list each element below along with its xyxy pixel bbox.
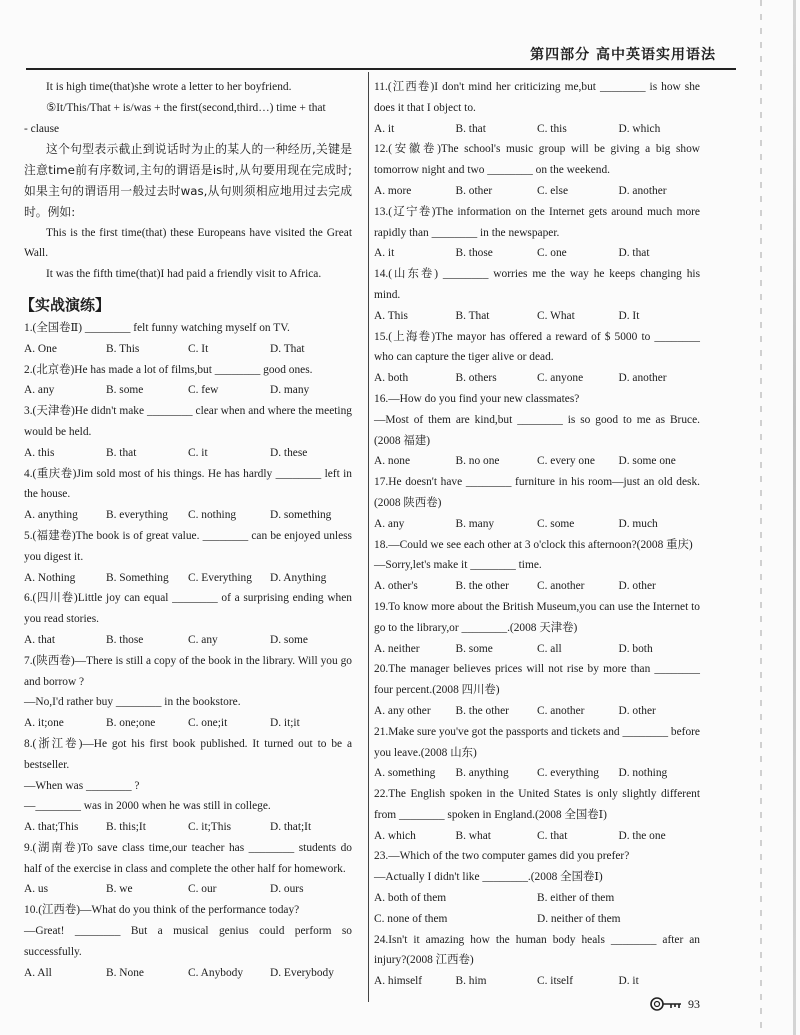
- answer-option: C. this: [537, 122, 567, 135]
- answer-option: C. another: [537, 580, 585, 593]
- answer-option: B. everything: [106, 509, 169, 522]
- question-item: [24, 734, 352, 838]
- option-row: [24, 713, 352, 734]
- question-item: [374, 597, 700, 659]
- question-stem: 8.(浙江卷)—He got his first book published. It turned out to be a bestseller.: [24, 737, 352, 771]
- question-item: [374, 139, 700, 201]
- answer-option: D. another: [618, 372, 667, 385]
- question-dialogue-line: —Great! ________ But a musical genius could perform so successfully.: [24, 925, 352, 958]
- option-row: [24, 380, 352, 401]
- question-item: [374, 327, 700, 389]
- answer-option: D. that;It: [270, 821, 312, 834]
- question-dialogue-line: —No,I'd rather buy ________ in the bookstore.: [24, 696, 241, 709]
- page-header: [26, 40, 736, 70]
- option-row: [24, 443, 352, 464]
- option-row: [374, 826, 700, 847]
- intro-line: ⑤It/This/That + is/was + the first(second,third…) time + that: [46, 101, 326, 114]
- question-item: [24, 651, 352, 734]
- answer-option: D. That: [270, 342, 305, 355]
- answer-option: B. anything: [455, 767, 509, 780]
- answer-option: A. both: [374, 372, 409, 385]
- answer-option: B. those: [455, 247, 493, 260]
- intro-line: It is high time(that)she wrote a letter to her boyfriend.: [46, 81, 292, 93]
- answer-option: C. else: [537, 184, 569, 197]
- answer-option: C. few: [188, 384, 219, 397]
- answer-option: C. every one: [537, 455, 595, 468]
- question-stem: 5.(福建卷)The book is of great value. ________ can be enjoyed unless you digest it.: [24, 529, 352, 563]
- answer-option: B. those: [106, 633, 144, 646]
- option-row: [24, 879, 352, 900]
- question-stem: 11.(江西卷)I don't mind her criticizing me,but ________ is how she does it that I object to.: [374, 81, 700, 114]
- answer-option: D. other: [618, 704, 656, 717]
- answer-option: D. Anything: [270, 571, 327, 584]
- right-column: [374, 77, 700, 992]
- answer-option: D. it: [618, 975, 639, 988]
- page-footer: [650, 996, 700, 1012]
- answer-option: A. any other: [374, 704, 431, 717]
- question-item: [24, 464, 352, 526]
- answer-option: A. other's: [374, 580, 418, 593]
- answer-option: A. it: [374, 247, 395, 260]
- answer-option: B. him: [455, 975, 487, 988]
- question-stem: 17.He doesn't have ________ furniture in his room—just an old desk.(2008 陕西卷): [374, 476, 700, 509]
- answer-option: D. many: [270, 384, 310, 397]
- answer-option: A. us: [24, 883, 49, 896]
- answer-option: A. none: [374, 455, 411, 468]
- answer-option: D. other: [618, 580, 656, 593]
- question-item: [24, 588, 352, 650]
- question-item: [24, 838, 352, 900]
- answer-option: B. that: [106, 446, 137, 459]
- answer-option: B. this;It: [106, 821, 146, 834]
- answer-option: B. This: [106, 342, 140, 355]
- question-item: [374, 784, 700, 846]
- option-row: [374, 701, 700, 722]
- answer-option: D. which: [618, 122, 661, 135]
- option-row: [374, 639, 700, 660]
- answer-option: D. another: [618, 184, 667, 197]
- option-row: [24, 339, 352, 360]
- intro-explanation: 这个句型表示截止到说话时为止的某人的一种经历,关键是注意time前有序数词,主句的谓语是is时,从句要用现在完成时;如果主句的谓语用一般过去时was,从句则须相应地用过去完成时。例如:: [24, 142, 352, 219]
- scan-edge-mark: [760, 0, 762, 1035]
- question-stem: 4.(重庆卷)Jim sold most of his things. He has hardly ________ left in the house.: [24, 467, 352, 501]
- question-item: [374, 202, 700, 264]
- question-stem: 14.(山东卷) ________ worries me the way he keeps changing his mind.: [374, 268, 700, 301]
- answer-option: D. some one: [618, 455, 676, 468]
- answer-option: C. Everything: [188, 571, 252, 584]
- question-dialogue-line: —________ was in 2000 when he was still in college.: [24, 800, 271, 813]
- question-dialogue-line: —Most of them are kind,but ________ is so good to me as Bruce.(2008 福建): [374, 413, 700, 447]
- answer-option: B. we: [106, 883, 133, 896]
- answer-option: C. itself: [537, 975, 574, 988]
- answer-option: C. none of them: [374, 912, 448, 925]
- question-stem: 23.—Which of the two computer games did you prefer?: [374, 850, 630, 863]
- question-item: [374, 930, 700, 992]
- question-stem: 12.(安徽卷)The school's music group will be giving a big show tomorrow night and two ________ on the weekend.: [374, 143, 700, 177]
- answer-option: A. both of them: [374, 892, 447, 905]
- section-title: 【实战演练】: [20, 295, 111, 314]
- option-row: [374, 306, 700, 327]
- question-stem: 10.(江西卷)—What do you think of the performance today?: [24, 904, 300, 917]
- question-stem: 21.Make sure you've got the passports and tickets and ________ before you leave.(2008 山东): [374, 725, 700, 759]
- answer-option: B. the other: [455, 704, 509, 717]
- question-item: [24, 401, 352, 463]
- question-stem: 15.(上海卷)The mayor has offered a reward of $ 5000 to ________ who can capture the tiger alive or dead.: [374, 330, 700, 364]
- answer-option: B. the other: [455, 580, 509, 593]
- question-item: [374, 722, 700, 784]
- answer-option: D. that: [618, 247, 650, 260]
- answer-option: D. these: [270, 446, 308, 459]
- answer-option: B. one;one: [106, 717, 156, 730]
- key-logo-icon: [650, 996, 684, 1012]
- answer-option: D. Everybody: [270, 966, 334, 979]
- question-dialogue-line: —Sorry,let's make it ________ time.: [374, 559, 542, 572]
- answer-option: B. some: [106, 384, 144, 397]
- answer-option: A. it;one: [24, 717, 64, 730]
- answer-option: D. neither of them: [537, 912, 621, 925]
- answer-option: D. some: [270, 633, 308, 646]
- answer-option: C. It: [188, 342, 209, 355]
- intro-example: This is the first time(that) these Europeans have visited the Great Wall.: [24, 226, 352, 260]
- left-column: [20, 77, 352, 983]
- question-item: [24, 526, 352, 588]
- question-item: [374, 389, 700, 472]
- option-row: [24, 568, 352, 589]
- answer-option: C. everything: [537, 767, 600, 780]
- answer-option: B. that: [455, 122, 486, 135]
- question-stem: 24.Isn't it amazing how the human body heals ________ after an injury?(2008 江西卷): [374, 933, 700, 967]
- question-item: [24, 900, 352, 983]
- answer-option: A. this: [24, 446, 55, 459]
- answer-option: A. it: [374, 122, 395, 135]
- answer-option: B. what: [455, 829, 491, 842]
- option-row: [374, 763, 700, 784]
- answer-option: B. That: [455, 309, 490, 322]
- answer-option: C. anyone: [537, 372, 584, 385]
- answer-option: A. any: [374, 517, 405, 530]
- answer-option: C. our: [188, 883, 217, 896]
- intro-example: It was the fifth time(that)I had paid a friendly visit to Africa.: [46, 268, 322, 281]
- answer-option: D. It: [618, 309, 640, 322]
- question-dialogue-line: —When was ________ ?: [24, 779, 140, 792]
- answer-option: D. something: [270, 509, 332, 522]
- question-stem: 2.(北京卷)He has made a lot of films,but ________ good ones.: [24, 363, 313, 376]
- answer-option: C. another: [537, 704, 585, 717]
- intro-line: - clause: [24, 122, 60, 135]
- option-row: [374, 451, 700, 472]
- answer-option: C. that: [537, 829, 568, 842]
- option-row: [374, 514, 700, 535]
- answer-option: D. much: [618, 517, 658, 530]
- answer-option: D. both: [618, 642, 653, 655]
- answer-option: B. None: [106, 966, 144, 979]
- answer-option: B. many: [455, 517, 495, 530]
- question-stem: 7.(陕西卷)—There is still a copy of the book in the library. Will you go and borrow ?: [24, 654, 352, 688]
- answer-option: C. Anybody: [188, 966, 244, 979]
- question-item: [374, 77, 700, 139]
- answer-option: C. one: [537, 247, 567, 260]
- answer-option: B. others: [455, 372, 497, 385]
- option-row: [24, 963, 352, 984]
- answer-option: A. himself: [374, 975, 423, 988]
- scan-edge-shadow: [793, 0, 796, 1035]
- question-item: [374, 659, 700, 721]
- answer-option: C. nothing: [188, 509, 237, 522]
- answer-option: D. nothing: [618, 767, 668, 780]
- answer-option: A. that: [24, 633, 56, 646]
- answer-option: A. that;This: [24, 821, 79, 834]
- question-stem: 6.(四川卷)Little joy can equal ________ of a surprising ending when you read stories.: [24, 592, 352, 626]
- question-item: [24, 360, 352, 402]
- answer-option: D. the one: [618, 829, 666, 842]
- question-stem: 13.(辽宁卷)The information on the Internet gets around much more rapidly than ________ in the newspaper.: [374, 205, 700, 239]
- question-dialogue-line: —Actually I didn't like ________.(2008 全国卷Ⅰ): [374, 871, 603, 884]
- answer-option: B. Something: [106, 571, 169, 584]
- answer-option: A. Nothing: [24, 571, 76, 584]
- question-item: [374, 535, 700, 597]
- question-item: [374, 264, 700, 326]
- answer-option: C. any: [188, 633, 218, 646]
- answer-option: D. ours: [270, 883, 304, 896]
- answer-option: A. This: [374, 309, 408, 322]
- question-stem: 16.—How do you find your new classmates?: [374, 392, 580, 405]
- answer-option: C. some: [537, 517, 575, 530]
- option-row: [374, 368, 700, 389]
- question-stem: 3.(天津卷)He didn't make ________ clear when and where the meeting would be held.: [24, 405, 352, 438]
- question-stem: 19.To know more about the British Museum,you can use the Internet to go to the library,or ________.(2008 天津卷): [374, 600, 700, 634]
- option-row: [374, 888, 700, 930]
- answer-option: A. One: [24, 342, 57, 355]
- page-number: 93: [688, 996, 700, 1011]
- answer-option: C. it: [188, 446, 208, 459]
- option-row: [374, 971, 700, 992]
- question-item: [374, 472, 700, 534]
- answer-option: A. which: [374, 829, 416, 842]
- answer-option: A. something: [374, 767, 436, 780]
- question-item: [374, 846, 700, 929]
- answer-option: C. What: [537, 309, 575, 322]
- answer-option: A. neither: [374, 642, 420, 655]
- question-list-right: [374, 77, 700, 992]
- answer-option: B. no one: [455, 455, 500, 468]
- answer-option: D. it;it: [270, 717, 300, 730]
- answer-option: A. anything: [24, 509, 78, 522]
- answer-option: B. either of them: [537, 892, 615, 905]
- question-stem: 9.(湖南卷)To save class time,our teacher has ________ students do half of the exercise in class and complete the other half for homework.: [24, 841, 352, 875]
- answer-option: A. any: [24, 384, 55, 397]
- question-list-left: [24, 318, 352, 984]
- question-stem: 22.The English spoken in the United States is only slightly different from ________ spoken in England.(2008 全国卷Ⅰ): [374, 788, 700, 821]
- answer-option: B. other: [455, 184, 493, 197]
- option-row: [374, 243, 700, 264]
- answer-option: A. more: [374, 184, 412, 197]
- question-stem: 1.(全国卷Ⅱ) ________ felt funny watching myself on TV.: [24, 321, 290, 334]
- answer-option: A. All: [24, 966, 52, 979]
- column-divider: [368, 72, 369, 1002]
- question-item: [24, 318, 352, 360]
- header-title: 第四部分 高中英语实用语法: [530, 47, 716, 63]
- option-row: [374, 181, 700, 202]
- answer-option: C. it;This: [188, 821, 232, 834]
- answer-option: B. some: [455, 642, 493, 655]
- answer-option: C. all: [537, 642, 562, 655]
- question-stem: 18.—Could we see each other at 3 o'clock this afternoon?(2008 重庆): [374, 538, 693, 551]
- option-row: [24, 630, 352, 651]
- option-row: [24, 817, 352, 838]
- answer-option: C. one;it: [188, 717, 228, 730]
- option-row: [374, 576, 700, 597]
- option-row: [24, 505, 352, 526]
- option-row: [374, 119, 700, 140]
- question-stem: 20.The manager believes prices will not rise by more than ________ four percent.(2008 四川卷): [374, 663, 700, 697]
